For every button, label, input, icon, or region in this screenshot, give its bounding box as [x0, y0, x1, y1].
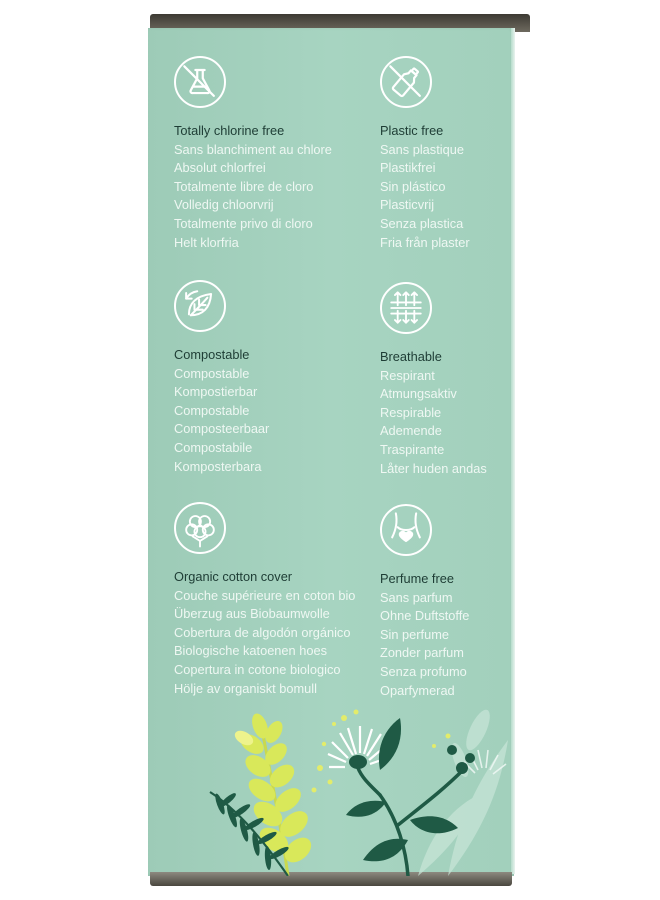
translation-nl: Zonder parfum: [380, 645, 464, 661]
translation-it: Senza plastica: [380, 215, 464, 231]
translation-de: Kompostierbar: [174, 384, 258, 400]
translation-es: Cobertura de algodón orgánico: [174, 624, 351, 640]
feature-title: Breathable: [380, 349, 442, 364]
dark-leaves: [346, 718, 475, 861]
translation-sv: Fria från plaster: [380, 234, 470, 250]
translation-fr: Couche supérieure en coton bio: [174, 587, 356, 603]
translation-fr: Respirant: [380, 367, 435, 383]
faint-background-leaves: [418, 707, 508, 876]
cotton-flower-icon: [174, 502, 226, 554]
translation-fr: Compostable: [174, 365, 250, 381]
translation-de: Überzug aus Biobaumwolle: [174, 606, 330, 622]
translation-de: Ohne Duftstoffe: [380, 608, 470, 624]
translation-it: Totalmente privo di cloro: [174, 215, 313, 231]
translation-nl: Volledig chloorvrij: [174, 197, 274, 213]
feature-chlorine-free: [174, 56, 344, 252]
feature-perfume-free: [380, 504, 550, 700]
feature-plastic-free: [380, 56, 550, 252]
translation-es: Compostable: [174, 402, 250, 418]
translation-fr: Sans parfum: [380, 589, 453, 605]
translation-it: Senza profumo: [380, 663, 467, 679]
translation-nl: Biologische katoenen hoes: [174, 643, 327, 659]
no-plastic-bottle-icon: [380, 56, 432, 108]
translation-it: Traspirante: [380, 441, 445, 457]
feature-breathable: [380, 282, 550, 478]
body-heart-icon: [380, 504, 432, 556]
feature-title: Organic cotton cover: [174, 569, 293, 584]
translation-es: Totalmente libre de cloro: [174, 178, 314, 194]
botanical-illustration: [148, 700, 514, 876]
translation-nl: Ademende: [380, 423, 442, 439]
translation-fr: Sans plastique: [380, 141, 464, 157]
translation-de: Plastikfrei: [380, 160, 436, 176]
translation-sv: Hölje av organiskt bomull: [174, 680, 317, 696]
translation-de: Atmungsaktiv: [380, 386, 457, 402]
translation-sv: Helt klorfria: [174, 234, 239, 250]
translation-nl: Plasticvrij: [380, 197, 435, 213]
feature-organic-cotton: [174, 502, 356, 698]
translation-sv: Oparfymerad: [380, 682, 455, 698]
translation-nl: Composteerbaar: [174, 421, 270, 437]
translation-it: Copertura in cotone biologico: [174, 661, 341, 677]
breathable-layers-icon: [380, 282, 432, 334]
translation-es: Respirable: [380, 404, 442, 420]
translation-sv: Låter huden andas: [380, 460, 487, 476]
translation-it: Compostabile: [174, 439, 253, 455]
translation-es: Sin plástico: [380, 178, 446, 194]
feature-title: Totally chlorine free: [174, 123, 285, 138]
translation-sv: Komposterbara: [174, 458, 262, 474]
feature-title: Compostable: [174, 347, 250, 362]
translation-de: Absolut chlorfrei: [174, 160, 266, 176]
no-chlorine-flask-icon: [174, 56, 226, 108]
feature-compostable: [174, 280, 344, 476]
translation-fr: Sans blanchiment au chlore: [174, 141, 332, 157]
translation-es: Sin perfume: [380, 626, 449, 642]
compost-leaf-icon: [174, 280, 226, 332]
feature-title: Perfume free: [380, 571, 454, 586]
feature-title: Plastic free: [380, 123, 444, 138]
yellow-fern: [232, 711, 316, 876]
